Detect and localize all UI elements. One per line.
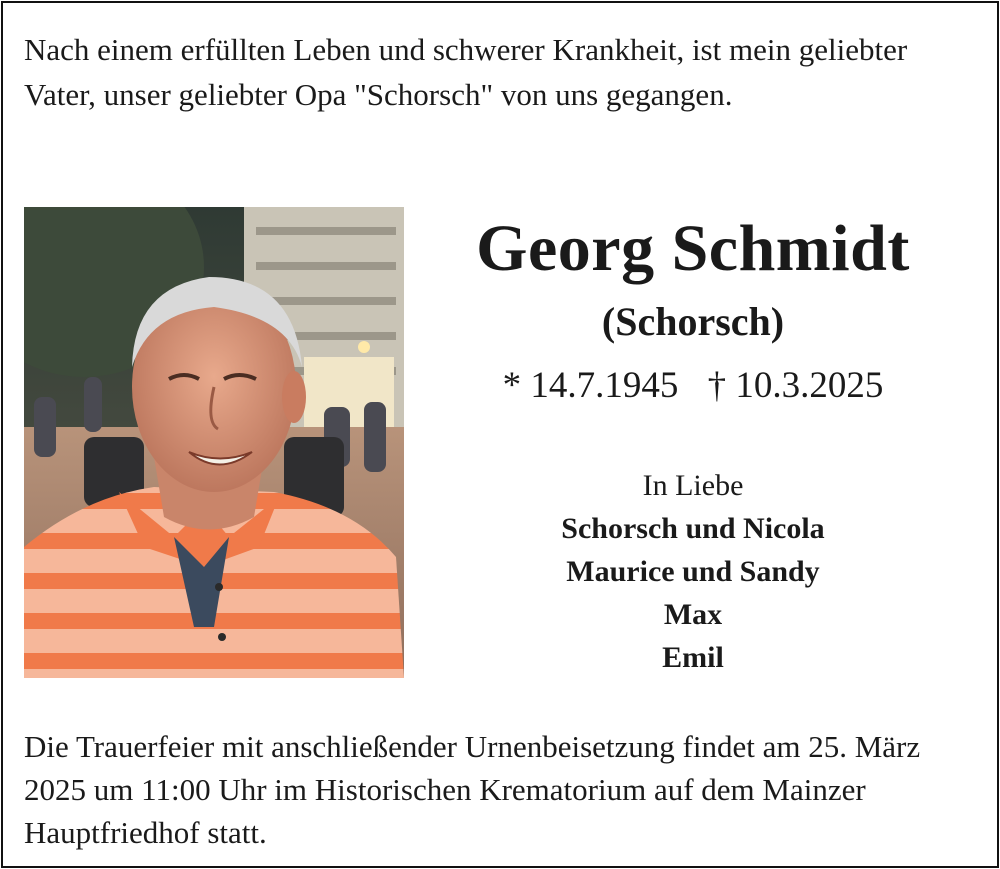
- obituary-notice: [1, 1, 999, 868]
- mourners-lead: In Liebe: [642, 469, 744, 502]
- mourner-name: Emil: [662, 641, 724, 674]
- deceased-name: Georg Schmidt: [476, 212, 910, 285]
- deceased-nickname: (Schorsch): [601, 299, 785, 344]
- mourner-name: Schorsch und Nicola: [561, 512, 825, 545]
- mourners-block: [473, 465, 913, 679]
- mourner-name: Max: [663, 598, 723, 631]
- intro-text: Nach einem erfüllten Leben und schwerer Krankheit, ist mein geliebter Vater, unser geliebter Opa "Schorsch" von uns gegangen.: [24, 32, 908, 112]
- birth-date: * 14.7.1945: [502, 365, 679, 406]
- funeral-details: Die Trauerfeier mit anschließender Urnenbeisetzung findet am 25. März 2025 um 11:00 Uhr im Historischen Krematorium auf dem Mainzer Hauptfriedhof statt.: [24, 729, 921, 850]
- life-dates: [423, 363, 963, 409]
- mourner-name: Maurice und Sandy: [566, 555, 820, 588]
- portrait-photo: [24, 207, 404, 678]
- death-date: † 10.3.2025: [707, 365, 884, 406]
